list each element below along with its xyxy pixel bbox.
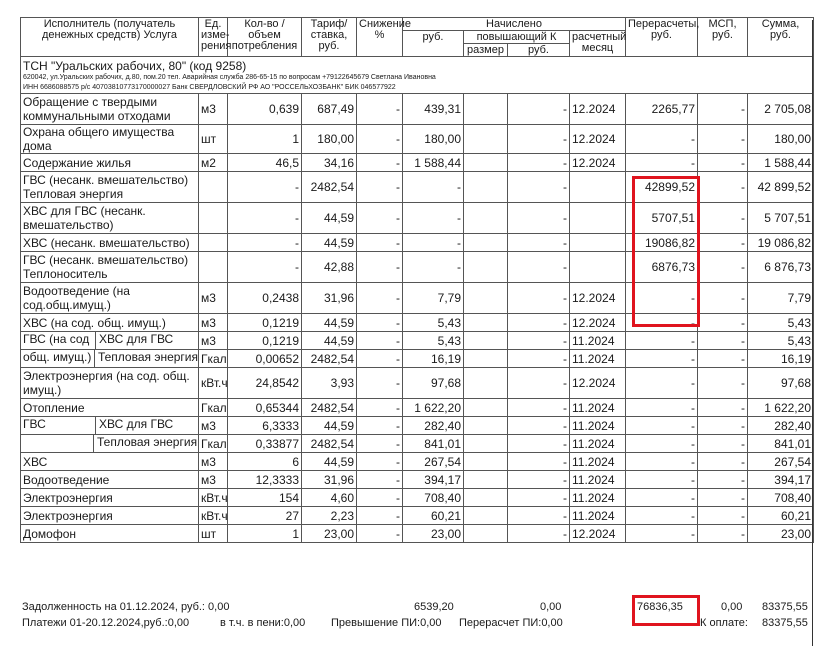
cell-reduction: -	[357, 368, 403, 399]
cell-qty: 0,639	[228, 94, 302, 125]
service-name: Домофон	[21, 525, 199, 543]
cell-raise: -	[508, 453, 570, 471]
cell-qty: 0,65344	[228, 399, 302, 417]
cell-size	[464, 94, 508, 125]
service-name: ХВС (несанк. вмешательство)	[21, 234, 199, 252]
cell-recalc: -	[626, 332, 698, 350]
service-group-spacer	[21, 435, 94, 452]
cell-unit: м3	[199, 453, 228, 471]
cell-qty: 0,2438	[228, 283, 302, 314]
cell-raise: -	[508, 234, 570, 252]
service-name: ХВС (на сод. общ. имущ.)	[21, 314, 199, 332]
cell-month: 11.2024	[570, 471, 626, 489]
table-row	[21, 399, 814, 417]
cell-qty: 1	[228, 525, 302, 543]
cell-tariff: 180,00	[302, 125, 357, 154]
cell-size	[464, 314, 508, 332]
cell-qty: 0,33877	[228, 435, 302, 453]
cell-recalc: -	[626, 507, 698, 525]
service-name: Водоотведение (на сод.общ.имущ.)	[21, 283, 199, 314]
header-month: расчетный месяц	[570, 31, 626, 57]
cell-unit	[199, 234, 228, 252]
header-row-1	[21, 18, 814, 31]
excess-text: Превышение ПИ:0,00	[331, 617, 442, 629]
cell-recalc: -	[626, 489, 698, 507]
service-name: Обращение с твердыми коммунальными отходами	[21, 94, 199, 125]
cell-sum: 394,17	[748, 471, 814, 489]
org-info-row	[21, 57, 814, 94]
debt-text: Задолженность на 01.12.2024, руб.: 0,00	[22, 601, 230, 613]
header-unit: Ед. изме-рения	[199, 18, 228, 57]
cell-msp: -	[698, 172, 748, 203]
cell-msp: -	[698, 489, 748, 507]
cell-qty: -	[228, 203, 302, 234]
cell-month: 12.2024	[570, 94, 626, 125]
cell-raise: -	[508, 399, 570, 417]
cell-tariff: 2482,54	[302, 350, 357, 368]
cell-month	[570, 252, 626, 283]
cell-reduction: -	[357, 172, 403, 203]
cell-tariff: 44,59	[302, 234, 357, 252]
cell-raise: -	[508, 314, 570, 332]
service-name: Охрана общего имущества дома	[21, 125, 199, 154]
cell-unit: Гкал	[199, 399, 228, 417]
cell-month: 11.2024	[570, 332, 626, 350]
cell-qty: 46,5	[228, 154, 302, 172]
cell-qty: 12,3333	[228, 471, 302, 489]
cell-unit: шт	[199, 125, 228, 154]
header-tariff: Тариф/ ставка, руб.	[302, 18, 357, 57]
cell-charged: -	[403, 203, 464, 234]
cell-month: 11.2024	[570, 417, 626, 435]
cell-raise: -	[508, 172, 570, 203]
cell-month: 11.2024	[570, 507, 626, 525]
cell-recalc: -	[626, 471, 698, 489]
cell-tariff: 2482,54	[302, 399, 357, 417]
cell-charged: 1 622,20	[403, 399, 464, 417]
msp-total: 0,00	[721, 601, 743, 613]
cell-tariff: 44,59	[302, 453, 357, 471]
cell-size	[464, 435, 508, 453]
cell-msp: -	[698, 332, 748, 350]
cell-msp: -	[698, 525, 748, 543]
service-subitem: ХВС для ГВС	[99, 332, 174, 346]
service-name: ГВС (несанк. вмешательство) Тепловая энергия	[21, 172, 199, 203]
service-group-label: ГВС	[21, 417, 96, 434]
cell-msp: -	[698, 350, 748, 368]
org-bank-details: ИНН 6686088575 р/с 40703810773170000027 Банк СВЕРДЛОВСКИЙ РФ АО "РОССЕЛЬХОЗБАНК" БИК 046577922	[23, 84, 396, 91]
cell-month: 11.2024	[570, 489, 626, 507]
cell-reduction: -	[357, 125, 403, 154]
cell-msp: -	[698, 234, 748, 252]
header-charged: Начислено	[403, 18, 626, 31]
cell-qty: 27	[228, 507, 302, 525]
cell-msp: -	[698, 283, 748, 314]
table-row	[21, 489, 814, 507]
cell-qty: 0,1219	[228, 314, 302, 332]
cell-recalc: 19086,82	[626, 234, 698, 252]
cell-raise: -	[508, 507, 570, 525]
cell-month: 12.2024	[570, 154, 626, 172]
cell-charged: 282,40	[403, 417, 464, 435]
header-msp: МСП, руб.	[698, 18, 748, 57]
cell-unit: Гкал	[199, 350, 228, 368]
org-name: ТСН "Уральских рабочих, 80" (код 9258)	[23, 59, 247, 73]
cell-reduction: -	[357, 471, 403, 489]
table-row	[21, 332, 814, 350]
cell-msp: -	[698, 435, 748, 453]
table-row	[21, 417, 814, 435]
payments-text: Платежи 01-20.12.2024,руб.:0,00	[22, 617, 190, 629]
cell-tariff: 44,59	[302, 203, 357, 234]
table-row	[21, 94, 814, 125]
cell-month: 11.2024	[570, 435, 626, 453]
cell-charged: 708,40	[403, 489, 464, 507]
cell-qty: -	[228, 252, 302, 283]
cell-msp: -	[698, 507, 748, 525]
cell-month: 12.2024	[570, 314, 626, 332]
cell-size	[464, 368, 508, 399]
sum-total: 83375,55	[762, 601, 808, 613]
cell-recalc: 5707,51	[626, 203, 698, 234]
cell-recalc: -	[626, 350, 698, 368]
cell-recalc: 6876,73	[626, 252, 698, 283]
cell-size	[464, 203, 508, 234]
cell-sum: 1 622,20	[748, 399, 814, 417]
cell-charged: 180,00	[403, 125, 464, 154]
cell-month	[570, 234, 626, 252]
cell-charged: 7,79	[403, 283, 464, 314]
service-group-label: общ. имущ.)	[21, 350, 95, 367]
table-row	[21, 453, 814, 471]
cell-size	[464, 234, 508, 252]
cell-sum: 42 899,52	[748, 172, 814, 203]
cell-msp: -	[698, 94, 748, 125]
cell-size	[464, 453, 508, 471]
cell-recalc: 2265,77	[626, 94, 698, 125]
service-group-cell	[21, 435, 199, 453]
cell-recalc: -	[626, 314, 698, 332]
service-name: ХВС	[21, 453, 199, 471]
cell-recalc: -	[626, 435, 698, 453]
cell-reduction: -	[357, 283, 403, 314]
cell-tariff: 44,59	[302, 314, 357, 332]
cell-tariff: 3,93	[302, 368, 357, 399]
cell-size	[464, 417, 508, 435]
cell-month: 11.2024	[570, 453, 626, 471]
cell-tariff: 44,59	[302, 332, 357, 350]
cell-month	[570, 203, 626, 234]
cell-month: 12.2024	[570, 368, 626, 399]
table-row	[21, 350, 814, 368]
recalc-pi-text: Перерасчет ПИ:0,00	[459, 617, 563, 629]
cell-unit: м3	[199, 417, 228, 435]
cell-size	[464, 350, 508, 368]
cell-unit: кВт.ч	[199, 489, 228, 507]
cell-sum: 180,00	[748, 125, 814, 154]
cell-raise: -	[508, 94, 570, 125]
cell-charged: 394,17	[403, 471, 464, 489]
cell-tariff: 687,49	[302, 94, 357, 125]
charged-total: 6539,20	[414, 601, 454, 613]
cell-charged: 23,00	[403, 525, 464, 543]
cell-reduction: -	[357, 234, 403, 252]
cell-size	[464, 332, 508, 350]
cell-reduction: -	[357, 154, 403, 172]
cell-size	[464, 507, 508, 525]
cell-raise: -	[508, 350, 570, 368]
cell-size	[464, 283, 508, 314]
table-row	[21, 471, 814, 489]
recalc-total-highlight-box	[632, 595, 700, 626]
cell-sum: 5,43	[748, 314, 814, 332]
cell-month: 12.2024	[570, 525, 626, 543]
cell-raise: -	[508, 154, 570, 172]
cell-month: 12.2024	[570, 125, 626, 154]
cell-reduction: -	[357, 453, 403, 471]
cell-size	[464, 489, 508, 507]
cell-reduction: -	[357, 203, 403, 234]
header-raising-rub: руб.	[508, 44, 570, 57]
header-qty: Кол-во / объем потребления	[228, 18, 302, 57]
cell-unit: м3	[199, 283, 228, 314]
cell-month: 11.2024	[570, 399, 626, 417]
cell-unit: м3	[199, 94, 228, 125]
cell-sum: 60,21	[748, 507, 814, 525]
cell-tariff: 31,96	[302, 283, 357, 314]
cell-unit: кВт.ч	[199, 507, 228, 525]
cell-raise: -	[508, 417, 570, 435]
cell-sum: 16,19	[748, 350, 814, 368]
service-name: ХВС для ГВС (несанк. вмешательство)	[21, 203, 199, 234]
cell-size	[464, 252, 508, 283]
cell-raise: -	[508, 435, 570, 453]
cell-raise: -	[508, 489, 570, 507]
cell-unit: м3	[199, 471, 228, 489]
cell-size	[464, 471, 508, 489]
service-name: Электроэнергия (на сод. общ. имущ.)	[21, 368, 199, 399]
cell-msp: -	[698, 453, 748, 471]
cell-recalc: -	[626, 125, 698, 154]
cell-reduction: -	[357, 350, 403, 368]
service-group-cell	[21, 350, 199, 368]
service-name: Содержание жилья	[21, 154, 199, 172]
cell-recalc: 42899,52	[626, 172, 698, 203]
cell-sum: 5 707,51	[748, 203, 814, 234]
cell-unit: м3	[199, 314, 228, 332]
cell-msp: -	[698, 203, 748, 234]
cell-month: 12.2024	[570, 283, 626, 314]
cell-size	[464, 172, 508, 203]
service-name: ГВС (несанк. вмешательство) Теплоноситель	[21, 252, 199, 283]
cell-sum: 6 876,73	[748, 252, 814, 283]
cell-qty: -	[228, 234, 302, 252]
cell-raise: -	[508, 125, 570, 154]
cell-tariff: 31,96	[302, 471, 357, 489]
header-raising: повышающий К	[464, 31, 570, 44]
cell-month: 11.2024	[570, 350, 626, 368]
cell-recalc: -	[626, 525, 698, 543]
cell-tariff: 44,59	[302, 417, 357, 435]
cell-reduction: -	[357, 399, 403, 417]
header-charged-rub: руб.	[403, 31, 464, 57]
table-row	[21, 435, 814, 453]
cell-sum: 282,40	[748, 417, 814, 435]
cell-unit: м3	[199, 332, 228, 350]
cell-reduction: -	[357, 94, 403, 125]
cell-msp: -	[698, 417, 748, 435]
cell-unit: кВт.ч	[199, 368, 228, 399]
cell-sum: 97,68	[748, 368, 814, 399]
table-row	[21, 125, 814, 154]
cell-raise: -	[508, 283, 570, 314]
cell-unit	[199, 172, 228, 203]
cell-tariff: 2482,54	[302, 435, 357, 453]
cell-qty: 0,1219	[228, 332, 302, 350]
header-recalc: Перерасчеты, руб.	[626, 18, 698, 57]
cell-charged: -	[403, 252, 464, 283]
cell-msp: -	[698, 399, 748, 417]
cell-charged: 439,31	[403, 94, 464, 125]
cell-qty: 0,00652	[228, 350, 302, 368]
service-name: Отопление	[21, 399, 199, 417]
service-group-label: ГВС (на сод	[21, 332, 96, 349]
cell-reduction: -	[357, 332, 403, 350]
penalty-text: в т.ч. в пени:0,00	[220, 617, 306, 629]
cell-recalc: -	[626, 453, 698, 471]
cell-raise: -	[508, 203, 570, 234]
org-info	[21, 57, 814, 94]
header-sum: Сумма, руб.	[748, 18, 814, 57]
cell-qty: 24,8542	[228, 368, 302, 399]
cell-reduction: -	[357, 417, 403, 435]
service-name: Водоотведение	[21, 471, 199, 489]
cell-msp: -	[698, 368, 748, 399]
raise-total: 0,00	[540, 601, 562, 613]
cell-qty: -	[228, 172, 302, 203]
cell-qty: 154	[228, 489, 302, 507]
cell-sum: 23,00	[748, 525, 814, 543]
cell-msp: -	[698, 154, 748, 172]
cell-charged: 841,01	[403, 435, 464, 453]
cell-unit	[199, 203, 228, 234]
cell-raise: -	[508, 471, 570, 489]
cell-sum: 708,40	[748, 489, 814, 507]
page-edge-rule	[812, 20, 813, 646]
cell-raise: -	[508, 368, 570, 399]
cell-reduction: -	[357, 435, 403, 453]
cell-recalc: -	[626, 368, 698, 399]
table-row	[21, 368, 814, 399]
cell-qty: 6	[228, 453, 302, 471]
org-address: 620042, ул.Уральских рабочих, д.80, пом.20 тел. Аварийная служба 286-65-15 по вопросам +79122645679 Светлана Ивановна	[23, 74, 436, 81]
cell-sum: 267,54	[748, 453, 814, 471]
table-row	[21, 525, 814, 543]
to-pay-amount: 83375,55	[762, 617, 808, 629]
cell-qty: 6,3333	[228, 417, 302, 435]
cell-unit	[199, 252, 228, 283]
cell-sum: 2 705,08	[748, 94, 814, 125]
cell-raise: -	[508, 525, 570, 543]
cell-reduction: -	[357, 507, 403, 525]
cell-unit: шт	[199, 525, 228, 543]
cell-raise: -	[508, 332, 570, 350]
cell-recalc: -	[626, 399, 698, 417]
cell-charged: 267,54	[403, 453, 464, 471]
cell-recalc: -	[626, 283, 698, 314]
cell-charged: -	[403, 172, 464, 203]
cell-charged: 60,21	[403, 507, 464, 525]
service-subitem: Тепловая энергия	[97, 350, 198, 364]
cell-size	[464, 525, 508, 543]
cell-msp: -	[698, 471, 748, 489]
cell-tariff: 2482,54	[302, 172, 357, 203]
service-name: Электроэнергия	[21, 507, 199, 525]
cell-charged: 16,19	[403, 350, 464, 368]
cell-tariff: 42,88	[302, 252, 357, 283]
service-subitem: Тепловая энергия	[97, 435, 198, 449]
cell-reduction: -	[357, 252, 403, 283]
cell-sum: 7,79	[748, 283, 814, 314]
header-raising-size: размер	[464, 44, 508, 57]
cell-tariff: 23,00	[302, 525, 357, 543]
header-service: Исполнитель (получатель денежных средств) Услуга	[21, 18, 199, 57]
cell-recalc: -	[626, 417, 698, 435]
header-reduction: Снижение %	[357, 18, 403, 57]
cell-sum: 841,01	[748, 435, 814, 453]
cell-size	[464, 154, 508, 172]
service-group-cell	[21, 417, 199, 435]
cell-charged: 5,43	[403, 314, 464, 332]
to-pay-label: К оплате:	[700, 617, 748, 629]
service-name: Электроэнергия	[21, 489, 199, 507]
cell-raise: -	[508, 252, 570, 283]
table-row	[21, 154, 814, 172]
cell-msp: -	[698, 314, 748, 332]
cell-msp: -	[698, 252, 748, 283]
cell-sum: 19 086,82	[748, 234, 814, 252]
cell-reduction: -	[357, 525, 403, 543]
cell-sum: 1 588,44	[748, 154, 814, 172]
cell-charged: 97,68	[403, 368, 464, 399]
service-group-cell	[21, 332, 199, 350]
cell-tariff: 34,16	[302, 154, 357, 172]
cell-qty: 1	[228, 125, 302, 154]
service-subitem: ХВС для ГВС	[99, 417, 174, 431]
cell-reduction: -	[357, 489, 403, 507]
cell-charged: 1 588,44	[403, 154, 464, 172]
cell-month	[570, 172, 626, 203]
cell-size	[464, 399, 508, 417]
cell-msp: -	[698, 125, 748, 154]
cell-charged: 5,43	[403, 332, 464, 350]
cell-tariff: 4,60	[302, 489, 357, 507]
cell-unit: м2	[199, 154, 228, 172]
cell-sum: 5,43	[748, 332, 814, 350]
cell-size	[464, 125, 508, 154]
recalc-highlight-box	[632, 176, 700, 327]
cell-tariff: 2,23	[302, 507, 357, 525]
cell-charged: -	[403, 234, 464, 252]
cell-recalc: -	[626, 154, 698, 172]
table-row	[21, 507, 814, 525]
recalc-total: 76836,35	[637, 601, 683, 613]
cell-reduction: -	[357, 314, 403, 332]
cell-unit: Гкал	[199, 435, 228, 453]
